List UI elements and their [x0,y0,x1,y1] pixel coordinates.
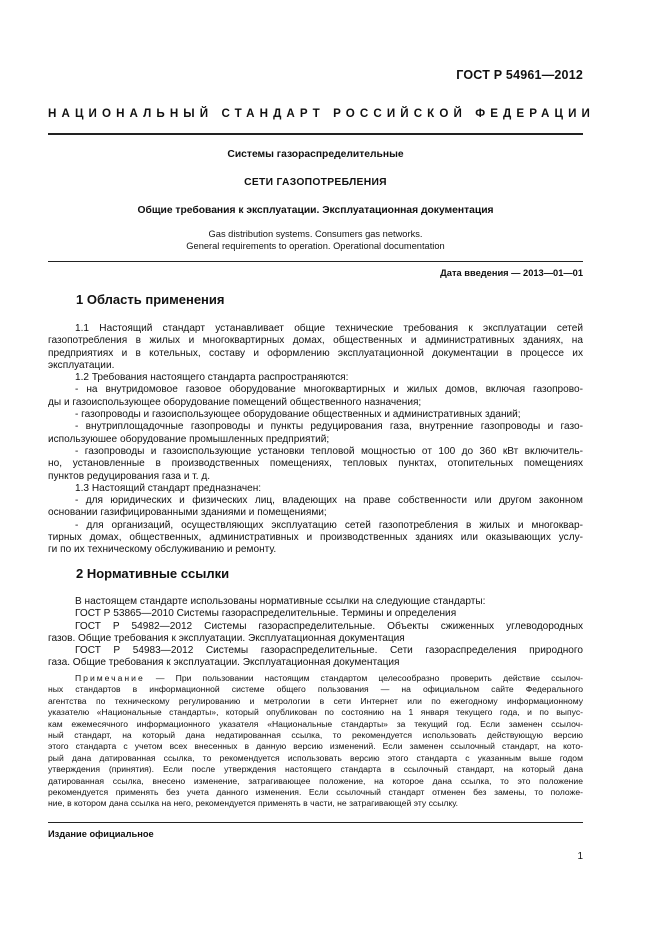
paragraph-line: ды и газоиспользующее оборудование помещений общественного назначения; [48,396,422,408]
paragraph-line: - на внутридомовое газовое оборудование многоквартирных и жилых домов, включая газопрово- [75,384,583,396]
note-line: ных стандартов в информационной системе общего пользования — на официальном сайте Федерального [48,684,583,695]
top-divider [48,133,583,135]
note-line: указателю «Национальные стандарты», который опубликован по состоянию на 1 января текущего года, и по выпус- [48,707,583,718]
note-line: утверждения (принятия). Если после утверждения настоящего стандарта в ссылочный стандарт, на который дана [48,764,583,775]
paragraph-line: В настоящем стандарте использованы нормативные ссылки на следующие стандарты: [75,596,486,607]
note-line [48,673,583,684]
section-2-heading: 2 Нормативные ссылки [76,566,230,581]
paragraph-line: 1.2 Требования настоящего стандарта распространяются: [75,372,349,384]
paragraph-line: - газопроводы и газоиспользующее оборудование общественных и административных зданий; [75,409,521,421]
section-1-body [48,323,583,557]
title-general: Общие требования к эксплуатации. Эксплуатационная документация [137,205,494,216]
reference-line: ГОСТ Р 54982—2012 Системы газораспределительные. Объекты сжиженных углеводородных [75,620,583,632]
title-systems: Системы газораспределительные [227,149,404,160]
official-edition-label: Издание официальное [48,829,154,839]
paragraph-line: ги по их техническому обслуживанию и ремонту. [48,544,277,556]
note-line: агентства по техническому регулированию и метрологии в сети Интернет или по ежегодному информационному [48,695,583,706]
note-text: — При пользовании настоящим стандартом целесообразно проверить действие ссылоч- [155,673,583,683]
page-number: 1 [577,851,583,862]
note-line: датированная ссылка, внесено изменение, затрагивающее положение, на которое дана ссылка, то это положение [48,775,583,786]
note-line: ние, в котором дана ссылка на него, рекомендуется применять в части, не затрагивающей эту ссылку. [48,798,459,809]
note-line: рекомендуется применять без учета данного изменения. Если ссылочный стандарт отменен без замены, то положе- [48,786,583,797]
reference-line: ГОСТ Р 53865—2010 Системы газораспределительные. Термины и определения [75,608,457,620]
paragraph-line: - внутриплощадочные газопроводы и пункты редуцирования газа, внутренние газопроводы и газо- [75,421,583,433]
national-standard-title: НАЦИОНАЛЬНЫЙ СТАНДАРТ РОССИЙСКОЙ ФЕДЕРАЦИИ [48,107,595,120]
note-line: кам ежемесячного информационного указателя «Национальные стандарты» за текущий год. Если заменен ссылоч- [48,718,583,729]
note-block [48,673,583,810]
note-line: ный стандарт, на который дана недатированная ссылка, то рекомендуется использовать действующую версию [48,729,583,740]
paragraph-line: но, установленные в производственных помещениях, тепловых пунктах, отопительных помещениях [48,458,583,470]
paragraph-line: предприятиях и в котельных, составу и оформлению эксплуатационной документации в процессе их [48,347,583,359]
paragraph-line: - для юридических и физических лиц, владеющих на праве собственности или другом законном [75,495,583,507]
section-2-body [48,596,583,670]
reference-line: газа. Общие требования к эксплуатации. Эксплуатационная документация [48,657,400,669]
title-english-line-1: Gas distribution systems. Consumers gas networks. [208,229,423,239]
paragraph-line: пунктов редуцирования газа и т. д. [48,470,211,482]
note-line: этого стандарта с учетом всех внесенных в данную версию изменений. Если заменен ссылочный стандарт, на кото- [48,741,583,752]
title-english-line-2: General requirements to operation. Operational documentation [186,241,445,251]
paragraph-line: 1.3 Настоящий стандарт предназначен: [75,482,262,494]
paragraph-line: - газопроводы и газоиспользующие установки тепловой мощностью от 100 до 360 кВт включитель- [75,445,583,457]
paragraph-line: - для организаций, осуществляющих эксплуатацию сетей газопотребления в жилых и многоквар- [75,519,583,531]
reference-line: газов. Общие требования к эксплуатации. Эксплуатационная документация [48,632,405,644]
note-label: Примечание [75,673,145,683]
introduction-date: Дата введения — 2013—01—01 [440,268,583,278]
paragraph-line: газопотребления в жилых и многоквартирных домах, общественных и административных зданиях, на [48,335,583,347]
paragraph-line: основании газифицированными зданиями и помещениями; [48,507,327,519]
paragraph-line: эксплуатации. [48,359,115,371]
note-line: рый дана датированная ссылка, то рекомендуется использовать версию этого стандарта с указанным выше годом [48,752,583,763]
title-divider [48,261,583,262]
paragraph-line: используюшее оборудование промышленных предприятий; [48,433,330,445]
reference-line: ГОСТ Р 54983—2012 Системы газораспределительные. Сети газораспределения природного [75,645,583,657]
document-number: ГОСТ Р 54961—2012 [456,68,583,82]
footer-divider [48,822,583,823]
title-networks: СЕТИ ГАЗОПОТРЕБЛЕНИЯ [244,177,387,188]
paragraph-line: тирных домах, общественных, административных и производственных зданиях или оказывающих услу- [48,532,583,544]
section-1-heading: 1 Область применения [76,292,225,307]
paragraph-line: 1.1 Настоящий стандарт устанавливает общие технические требования к эксплуатации сетей [75,323,583,334]
